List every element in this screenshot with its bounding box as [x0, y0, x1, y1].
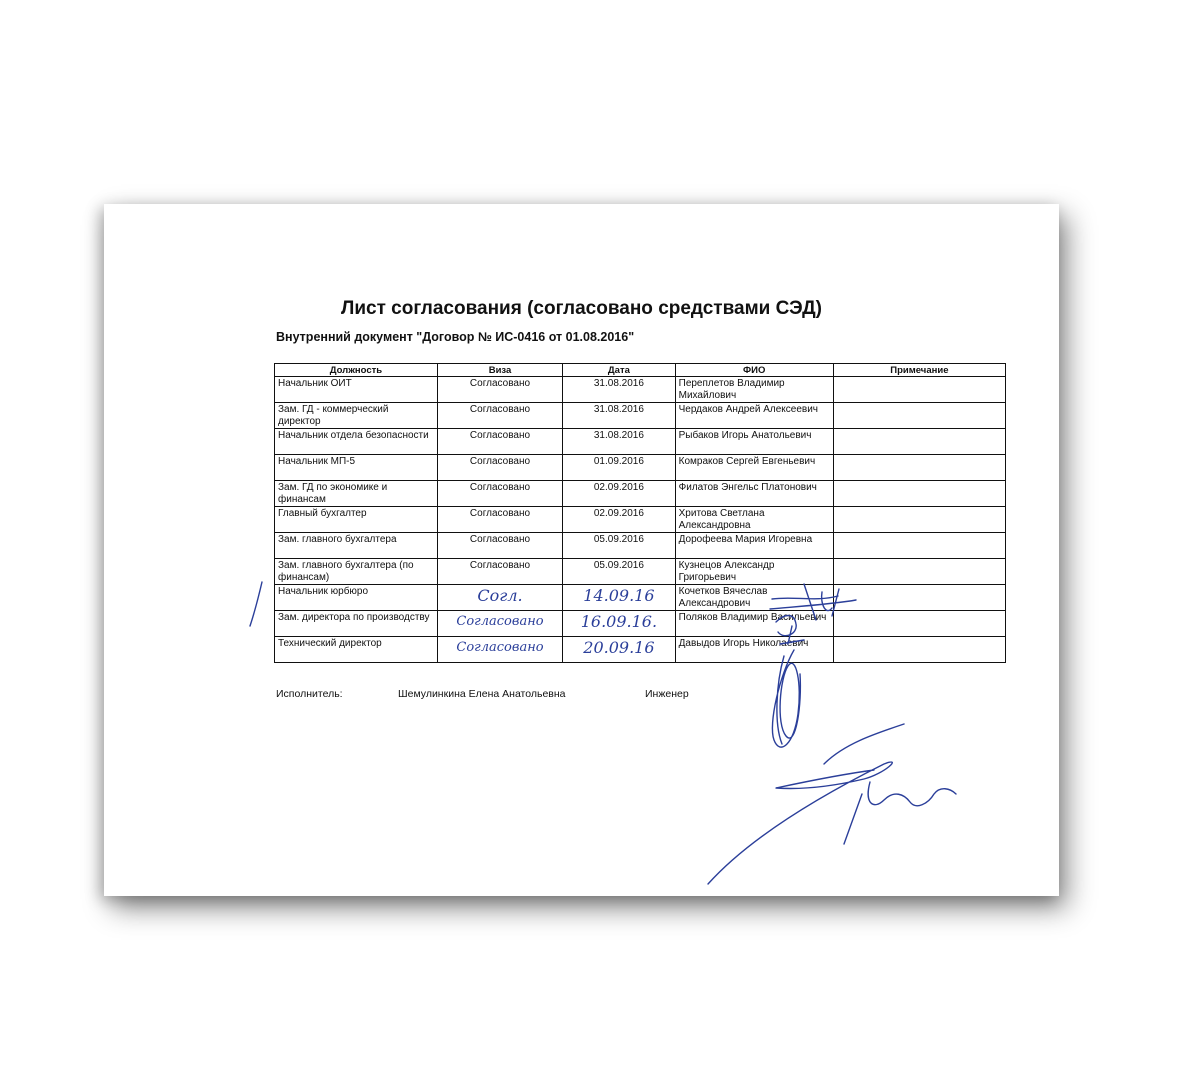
- cell-visa: Согласовано: [437, 429, 562, 455]
- cell-note: [833, 429, 1005, 455]
- table-row: [275, 403, 1006, 429]
- cell-position: Зам. главного бухгалтера: [275, 533, 438, 559]
- cell-note: [833, 507, 1005, 533]
- signature-technical: [772, 650, 800, 747]
- table-row: [275, 377, 1006, 403]
- cell-name: Переплетов Владимир Михайлович: [675, 377, 833, 403]
- document-sheet: [104, 204, 1059, 896]
- table-row: [275, 637, 1006, 663]
- cell-name: Чердаков Андрей Алексеевич: [675, 403, 833, 429]
- cell-note: [833, 559, 1005, 585]
- cell-visa: Согласовано: [437, 455, 562, 481]
- cell-visa: [437, 585, 562, 611]
- table-row: [275, 611, 1006, 637]
- table-row: [275, 481, 1006, 507]
- cell-name: Дорофеева Мария Игоревна: [675, 533, 833, 559]
- document-subtitle: Внутренний документ "Договор № ИС-0416 от 01.08.2016": [276, 330, 635, 344]
- cell-date: 31.08.2016: [563, 377, 675, 403]
- cell-position: Зам. главного бухгалтера (по финансам): [275, 559, 438, 585]
- cell-note: [833, 611, 1005, 637]
- cell-name: Давыдов Игорь Николаевич: [675, 637, 833, 663]
- handwritten-date: 16.09.16.: [580, 612, 658, 631]
- cell-date: 05.09.2016: [563, 533, 675, 559]
- cell-visa: Согласовано: [437, 481, 562, 507]
- executor-label: Исполнитель:: [276, 688, 343, 700]
- cell-name: Хритова Светлана Александровна: [675, 507, 833, 533]
- cell-position: Зам. ГД - коммерческий директор: [275, 403, 438, 429]
- table-row: [275, 533, 1006, 559]
- cell-date: 02.09.2016: [563, 481, 675, 507]
- cell-date: [563, 585, 675, 611]
- cell-position: Зам. директора по производству: [275, 611, 438, 637]
- mark-left-margin: [250, 582, 262, 626]
- cell-visa: Согласовано: [437, 533, 562, 559]
- header-position: Должность: [275, 364, 438, 377]
- cell-visa: Согласовано: [437, 403, 562, 429]
- cell-note: [833, 377, 1005, 403]
- cell-name: Поляков Владимир Васильевич: [675, 611, 833, 637]
- cell-note: [833, 481, 1005, 507]
- document-title: Лист согласования (согласовано средствами СЭД): [340, 298, 823, 319]
- cell-name: Комраков Сергей Евгеньевич: [675, 455, 833, 481]
- cell-name: Кузнецов Александр Григорьевич: [675, 559, 833, 585]
- handwritten-date: 14.09.16: [583, 586, 655, 605]
- cell-position: Технический директор: [275, 637, 438, 663]
- executor-role: Инженер: [645, 688, 689, 700]
- handwritten-visa: Согласовано: [456, 640, 544, 655]
- table-row: [275, 455, 1006, 481]
- handwritten-date: 20.09.16: [583, 638, 655, 657]
- header-name: ФИО: [675, 364, 833, 377]
- table-row: [275, 559, 1006, 585]
- cell-note: [833, 403, 1005, 429]
- header-date: Дата: [563, 364, 675, 377]
- cell-position: Начальник ОИТ: [275, 377, 438, 403]
- table-header-row: [275, 364, 1006, 377]
- cell-position: Начальник юрбюро: [275, 585, 438, 611]
- approval-table: [274, 363, 1006, 663]
- cell-position: Начальник отдела безопасности: [275, 429, 438, 455]
- cell-position: Зам. ГД по экономике и финансам: [275, 481, 438, 507]
- cell-visa: Согласовано: [437, 377, 562, 403]
- cell-visa: [437, 637, 562, 663]
- cell-position: Главный бухгалтер: [275, 507, 438, 533]
- cell-note: [833, 455, 1005, 481]
- cell-name: Кочетков Вячеслав Александрович: [675, 585, 833, 611]
- table-row: [275, 507, 1006, 533]
- cell-date: 02.09.2016: [563, 507, 675, 533]
- cell-date: 01.09.2016: [563, 455, 675, 481]
- cell-date: 05.09.2016: [563, 559, 675, 585]
- cell-date: [563, 637, 675, 663]
- table-row: [275, 585, 1006, 611]
- signature-bottom: [708, 724, 956, 884]
- header-note: Примечание: [833, 364, 1005, 377]
- handwritten-visa: Согласовано: [456, 614, 544, 629]
- cell-date: 31.08.2016: [563, 403, 675, 429]
- cell-name: Рыбаков Игорь Анатольевич: [675, 429, 833, 455]
- cell-position: Начальник МП-5: [275, 455, 438, 481]
- cell-visa: Согласовано: [437, 559, 562, 585]
- table-row: [275, 429, 1006, 455]
- executor-name: Шемулинкина Елена Анатольевна: [398, 688, 566, 700]
- handwritten-visa: Согл.: [477, 586, 523, 605]
- cell-date: 31.08.2016: [563, 429, 675, 455]
- header-visa: Виза: [437, 364, 562, 377]
- cell-note: [833, 533, 1005, 559]
- cell-note: [833, 585, 1005, 611]
- cell-date: [563, 611, 675, 637]
- cell-name: Филатов Энгельс Платонович: [675, 481, 833, 507]
- cell-visa: [437, 611, 562, 637]
- cell-note: [833, 637, 1005, 663]
- cell-visa: Согласовано: [437, 507, 562, 533]
